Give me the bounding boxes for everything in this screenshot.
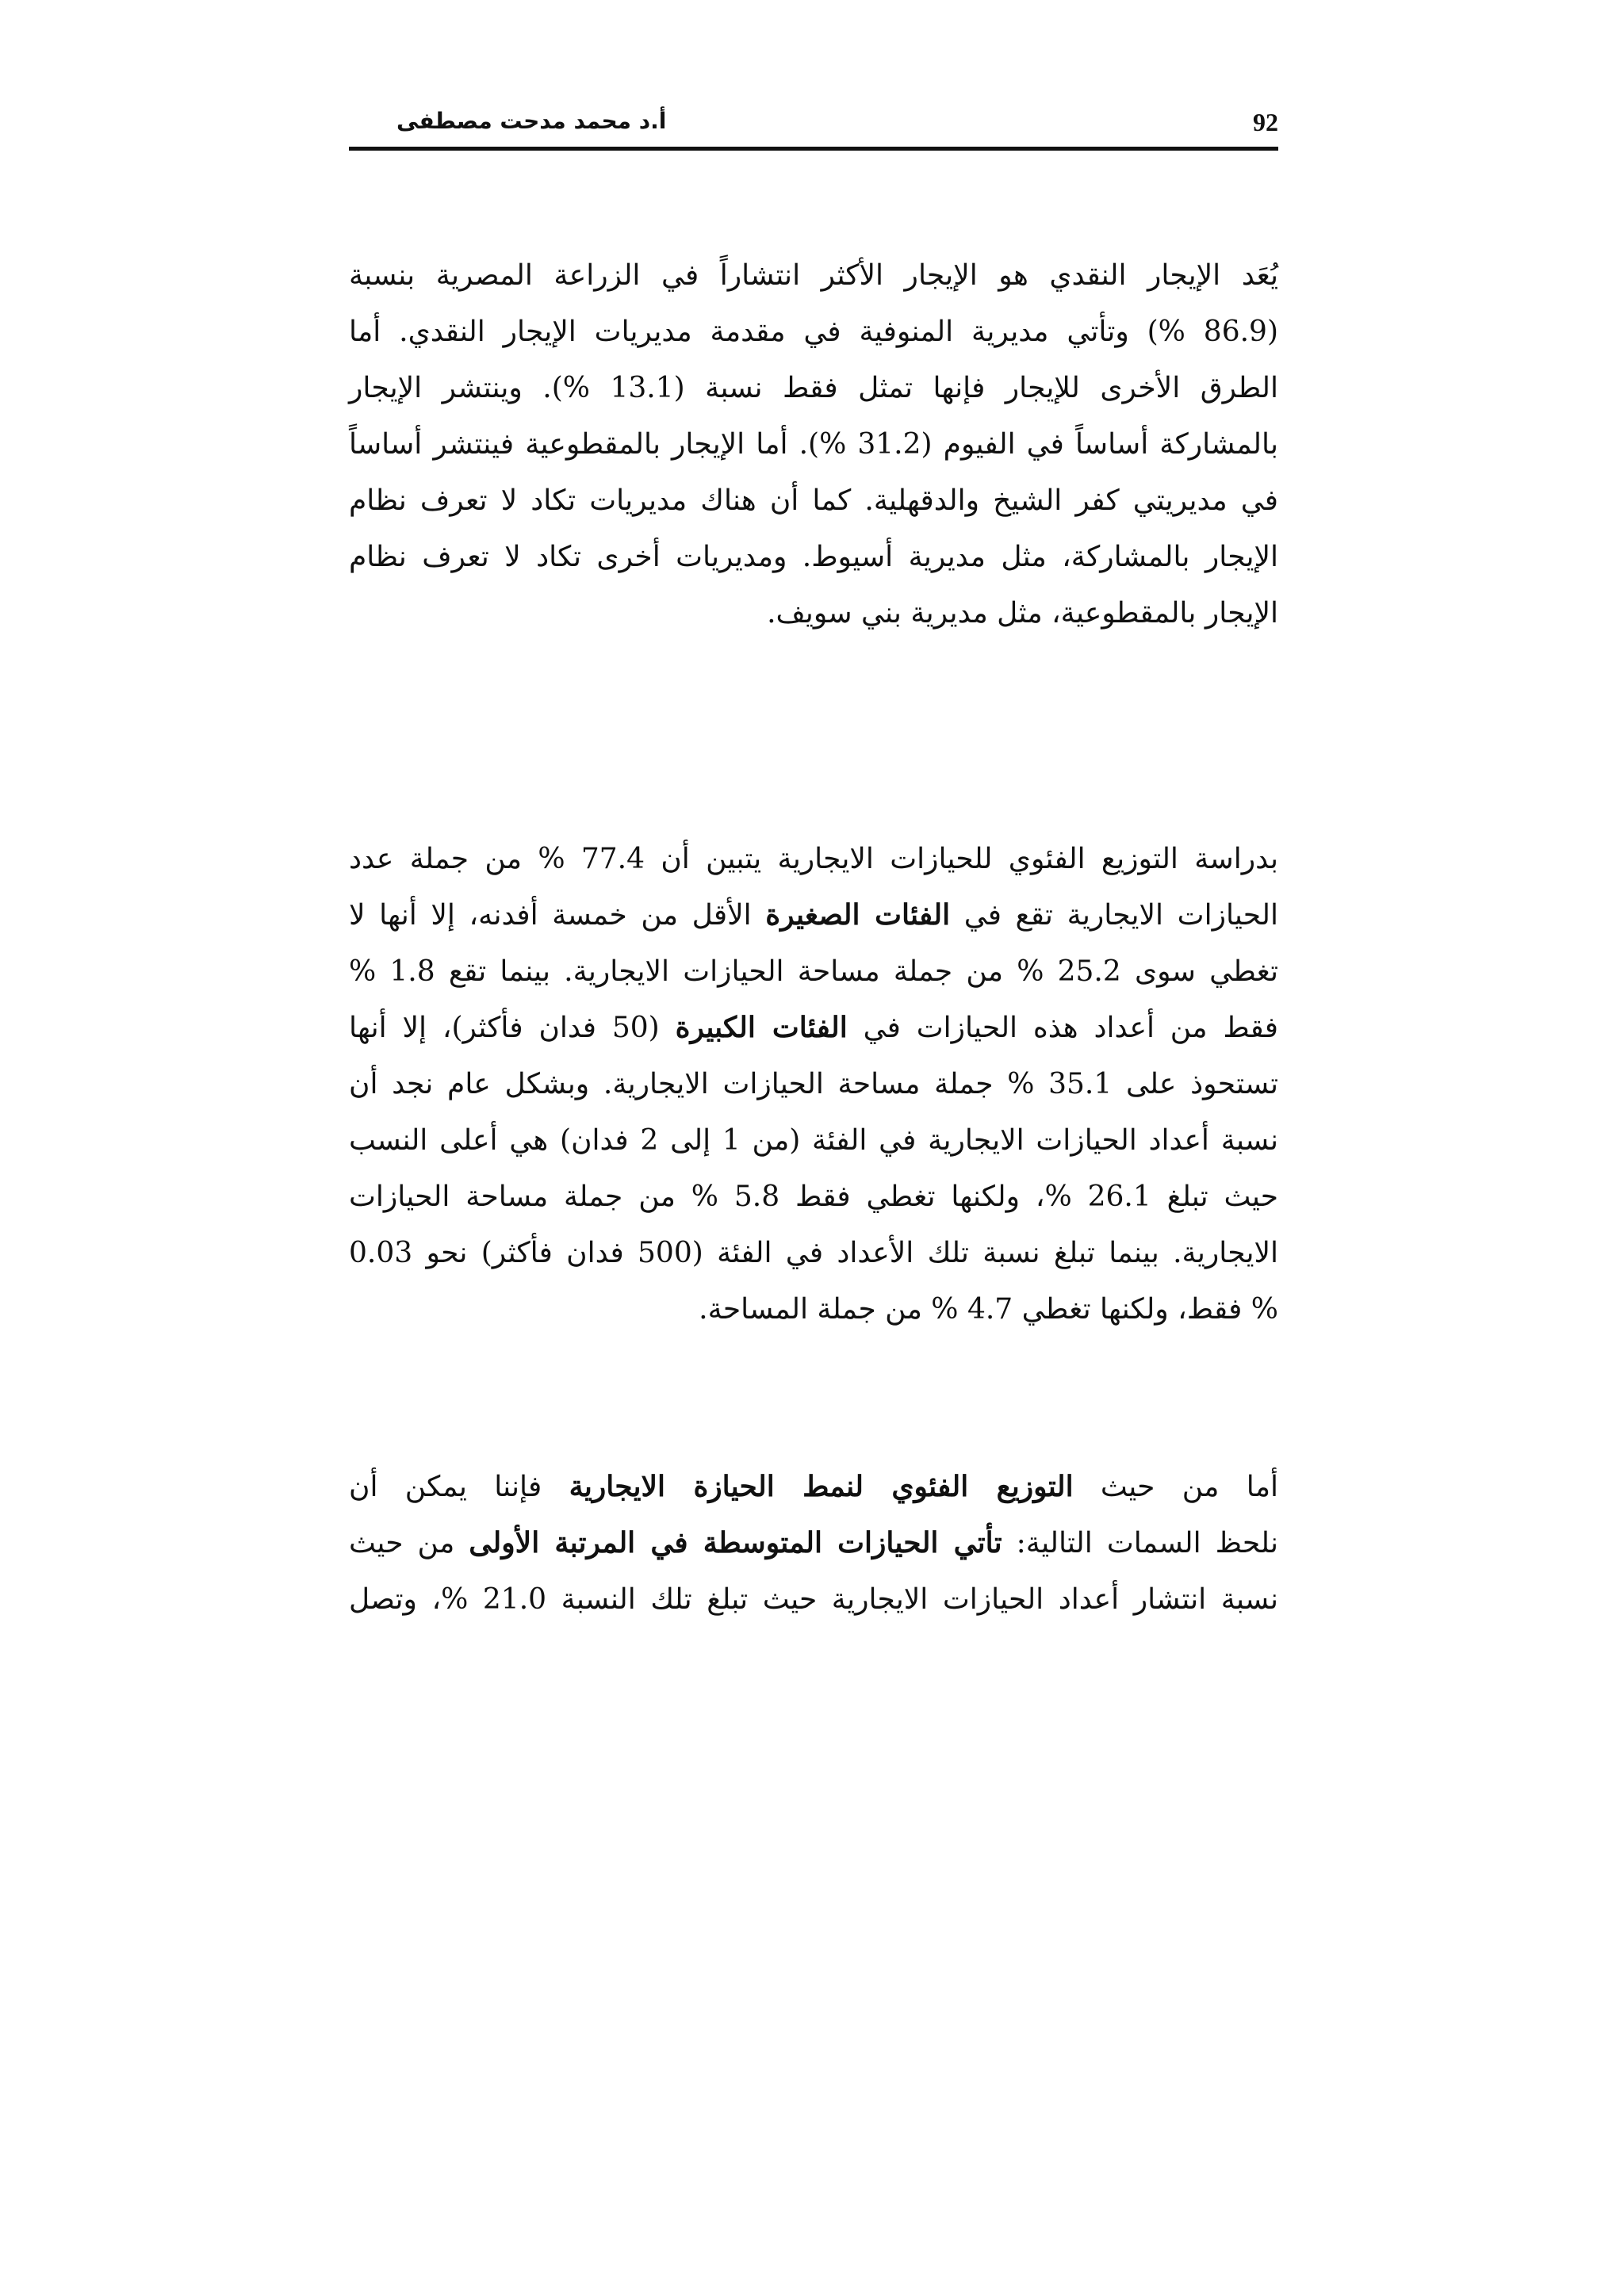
text-line: الايجارية. بينما تبلغ نسبة تلك الأعداد في الفئة (500 فدان فأكثر) نحو 0.03 — [349, 1237, 1278, 1269]
text-line: الإيجار بالمقطوعية، مثل مديرية بني سويف. — [767, 597, 1278, 629]
paragraph-rent-pattern — [349, 1459, 1278, 1628]
text-line: فقط من أعداد هذه الحيازات في الفئات الكبيرة (50 فدان فأكثر)، إلا أنها — [349, 1011, 1278, 1044]
running-header — [349, 103, 1278, 151]
text-line: أما من حيث التوزيع الفئوي لنمط الحيازة الايجارية فإننا يمكن أن — [349, 1470, 1278, 1503]
text-line: بدراسة التوزيع الفئوي للحيازات الايجارية يتبين أن 77.4 % من جملة عدد — [349, 843, 1278, 875]
header-rule — [349, 147, 1278, 151]
text-line: تستحوذ على 35.1 % جملة مساحة الحيازات الايجارية. وبشكل عام نجد أن — [349, 1068, 1278, 1100]
text-line: % فقط، ولكنها تغطي 4.7 % من جملة المساحة. — [699, 1293, 1278, 1326]
page-number: 92 — [1253, 108, 1278, 136]
paragraph-cash-rent — [349, 247, 1278, 641]
emphasis-small-categories: الفئات الصغيرة — [765, 898, 951, 932]
text-line: تغطي سوى 25.2 % من جملة مساحة الحيازات الايجارية. بينما تقع 1.8 % — [349, 955, 1279, 988]
emphasis-rent-pattern: التوزيع الفئوي لنمط الحيازة الايجارية — [569, 1470, 1074, 1503]
emphasis-large-categories: الفئات الكبيرة — [675, 1011, 848, 1044]
text-line: نسبة أعداد الحيازات الايجارية في الفئة (من 1 إلى 2 فدان) هي أعلى النسب — [349, 1124, 1279, 1157]
text-line: حيث تبلغ 26.1 %، ولكنها تغطي فقط 5.8 % من جملة مساحة الحيازات — [349, 1181, 1278, 1213]
text-line: نلحظ السمات التالية: تأتي الحيازات المتوسطة في المرتبة الأولى من حيث — [349, 1526, 1278, 1559]
text-line: الحيازات الايجارية تقع في الفئات الصغيرة الأقل من خمسة أفدنه، إلا أنها لا — [349, 898, 1278, 932]
text-line: نسبة انتشار أعداد الحيازات الايجارية حيث تبلغ تلك النسبة 21.0 %، وتصل — [349, 1583, 1278, 1616]
text-line: يُعَد الإيجار النقدي هو الإيجار الأكثر انتشاراً في الزراعة المصرية بنسبة — [349, 259, 1278, 292]
author-name: أ.د محمد مدحت مصطفى — [396, 108, 667, 134]
text-line: في مديريتي كفر الشيخ والدقهلية. كما أن هناك مديريات تكاد لا تعرف نظام — [349, 484, 1278, 517]
paragraph-category-distribution — [349, 831, 1278, 1337]
text-line: (86.9 %) وتأتي مديرية المنوفية في مقدمة مديريات الإيجار النقدي. أما — [349, 316, 1278, 348]
text-line: الطرق الأخرى للإيجار فإنها تمثل فقط نسبة (13.1 %). وينتشر الإيجار — [349, 372, 1278, 404]
text-line: الإيجار بالمشاركة، مثل مديرية أسيوط. ومديريات أخرى تكاد لا تعرف نظام — [349, 541, 1278, 573]
text-line: بالمشاركة أساساً في الفيوم (31.2 %). أما الإيجار بالمقطوعية فينتشر أساساً — [349, 428, 1278, 461]
emphasis-medium-holdings: تأتي الحيازات المتوسطة في المرتبة الأولى — [469, 1526, 1002, 1559]
